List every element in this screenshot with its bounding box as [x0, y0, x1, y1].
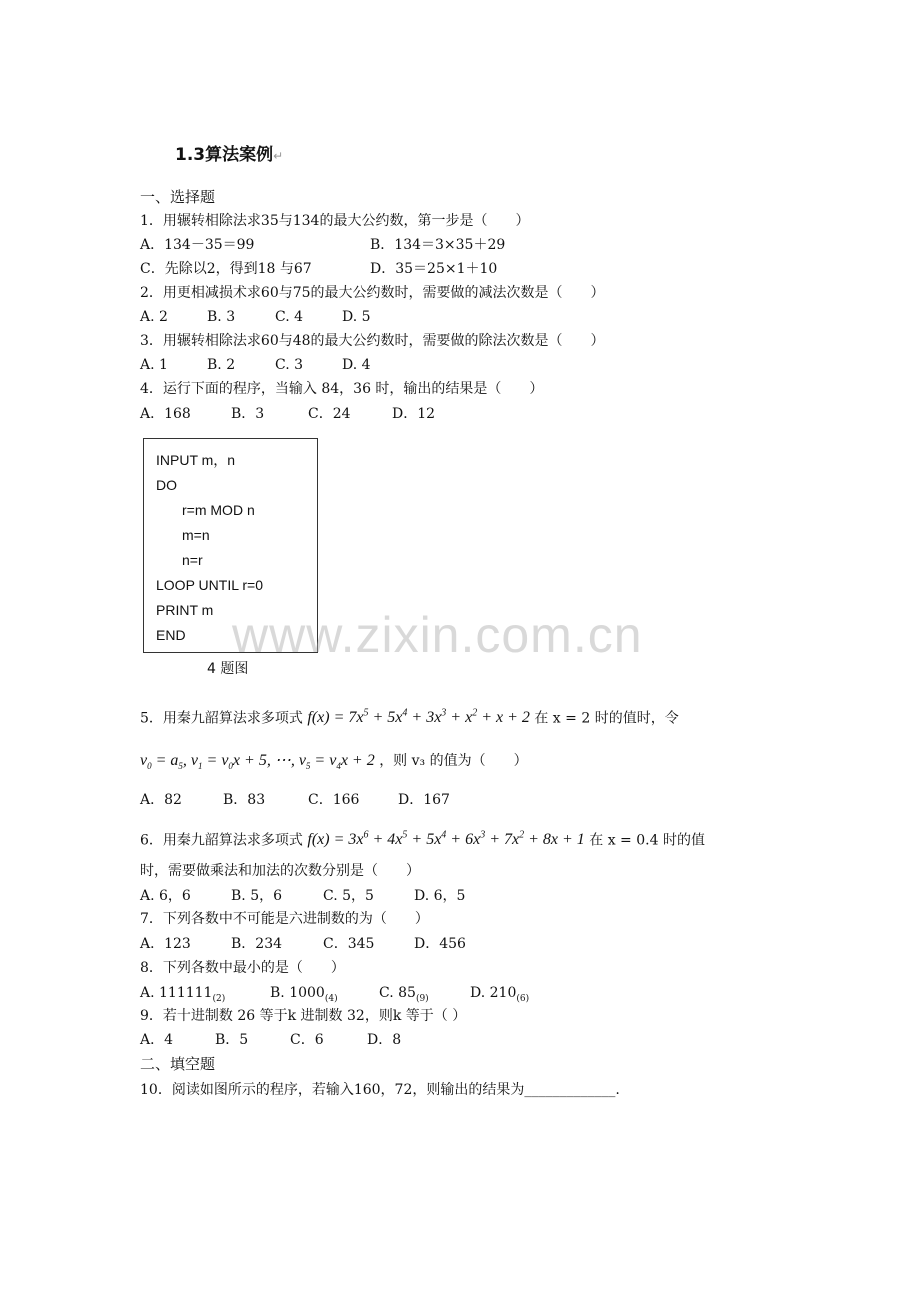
q5-option-c: C．166: [308, 792, 360, 808]
q6-option-d: D. 6，5: [414, 888, 466, 904]
code-line-end: END: [156, 627, 186, 643]
section-heading-fill: 二、填空题: [140, 1055, 216, 1073]
code-line-mod: r=m MOD n: [182, 502, 255, 518]
page-title: 1.3算法案例↵: [175, 145, 284, 165]
q2-option-d: D. 5: [342, 309, 371, 325]
q8-option-c: C. $85_{(9)}$: [379, 985, 429, 1004]
q3-option-b: B. 2: [207, 357, 236, 373]
question-2: 2．用更相减损术求60与75的最大公约数时，需要做的减法次数是（ ）: [140, 285, 605, 301]
watermark: www.zixin.com.cn: [232, 607, 643, 663]
figure-caption: 4 题图: [207, 661, 249, 677]
q7-option-c: C．345: [323, 936, 375, 952]
q8-option-a: A. $111111_{(2)}$: [140, 985, 226, 1004]
q5-option-b: B．83: [223, 792, 266, 808]
q1-option-c: C．先除以2，得到18 与67: [140, 261, 312, 277]
q6-option-a: A. 6，6: [140, 888, 191, 904]
q9-option-b: B．5: [215, 1032, 249, 1048]
q5-recurrence: $v_0 = a_5$, $v_1 = v_0x + 5$, ⋯, $v_5 = v_4x + 2$: [140, 752, 375, 772]
q1-option-a: A．134－35＝99: [140, 237, 255, 253]
q6-option-c: C. 5，5: [323, 888, 374, 904]
q4-option-c: C．24: [308, 406, 351, 422]
q5-polynomial: $f(x) = 7x^5 + 5x^4 + 3x^3 + x^2 + x + 2$: [307, 708, 530, 727]
code-line-assign-m: m=n: [182, 527, 210, 543]
code-line-loop-until: LOOP UNTIL r=0: [156, 577, 263, 593]
question-3: 3．用辗转相除法求60与48的最大公约数时，需要做的除法次数是（ ）: [140, 333, 605, 349]
q1-option-b: B．134＝3×35＋29: [370, 237, 506, 253]
section-heading-choice: 一、选择题: [140, 188, 216, 206]
question-6-line2: 时，需要做乘法和加法的次数分别是（ ）: [140, 863, 420, 879]
question-10: 10．阅读如图所示的程序，若输入160，72，则输出的结果为_____________.: [140, 1082, 620, 1098]
q4-option-b: B．3: [231, 406, 265, 422]
question-5-line2: $v_0 = a_5$, $v_1 = v_0x + 5$, ⋯, $v_5 = v_4x + 2$ ，则 v₃ 的值为（ ）: [140, 752, 528, 772]
code-line-do: DO: [156, 477, 177, 493]
q7-option-b: B．234: [231, 936, 283, 952]
code-line-input: INPUT m，n: [156, 452, 236, 468]
q6-option-b: B. 5，6: [231, 888, 283, 904]
q7-option-a: A．123: [140, 936, 191, 952]
question-4: 4．运行下面的程序，当输入 84，36 时，输出的结果是（ ）: [140, 381, 544, 397]
q1-option-d: D．35＝25×1＋10: [370, 261, 498, 277]
q2-option-a: A. 2: [140, 309, 168, 325]
q8-option-d: D. $210_{(6)}$: [470, 985, 530, 1004]
q5-option-a: A．82: [140, 792, 182, 808]
q4-option-d: D．12: [392, 406, 436, 422]
question-7: 7．下列各数中不可能是六进制数的为（ ）: [140, 911, 429, 927]
code-line-print: PRINT m: [156, 602, 214, 618]
question-1: 1．用辗转相除法求35与134的最大公约数，第一步是（ ）: [140, 213, 530, 229]
q2-option-c: C. 4: [275, 309, 304, 325]
q6-polynomial: $f(x) = 3x^6 + 4x^5 + 5x^4 + 6x^3 + 7x^2 + 8x + 1$: [307, 830, 585, 849]
question-5: 5．用秦九韶算法求多项式 $f(x) = 7x^5 + 5x^4 + 3x^3 + x^2 + x + 2$ 在 x = 2 时的值时，令: [140, 708, 679, 727]
q3-option-d: D. 4: [342, 357, 371, 373]
q2-option-b: B. 3: [207, 309, 236, 325]
q3-option-a: A. 1: [140, 357, 168, 373]
question-6: 6．用秦九韶算法求多项式 $f(x) = 3x^6 + 4x^5 + 5x^4 + 6x^3 + 7x^2 + 8x + 1$ 在 x = 0.4 时的值: [140, 830, 705, 849]
code-line-assign-n: n=r: [182, 552, 203, 568]
q5-option-d: D．167: [398, 792, 450, 808]
q3-option-c: C. 3: [275, 357, 304, 373]
q9-option-a: A．4: [140, 1032, 174, 1048]
q8-option-b: B. $1000_{(4)}$: [270, 985, 338, 1004]
q7-option-d: D．456: [414, 936, 466, 952]
q9-option-c: C．6: [290, 1032, 324, 1048]
question-8: 8．下列各数中最小的是（ ）: [140, 960, 345, 976]
q4-option-a: A．168: [140, 406, 191, 422]
question-9: 9．若十进制数 26 等于k 进制数 32，则k 等于（ ）: [140, 1008, 467, 1024]
q9-option-d: D．8: [367, 1032, 402, 1048]
